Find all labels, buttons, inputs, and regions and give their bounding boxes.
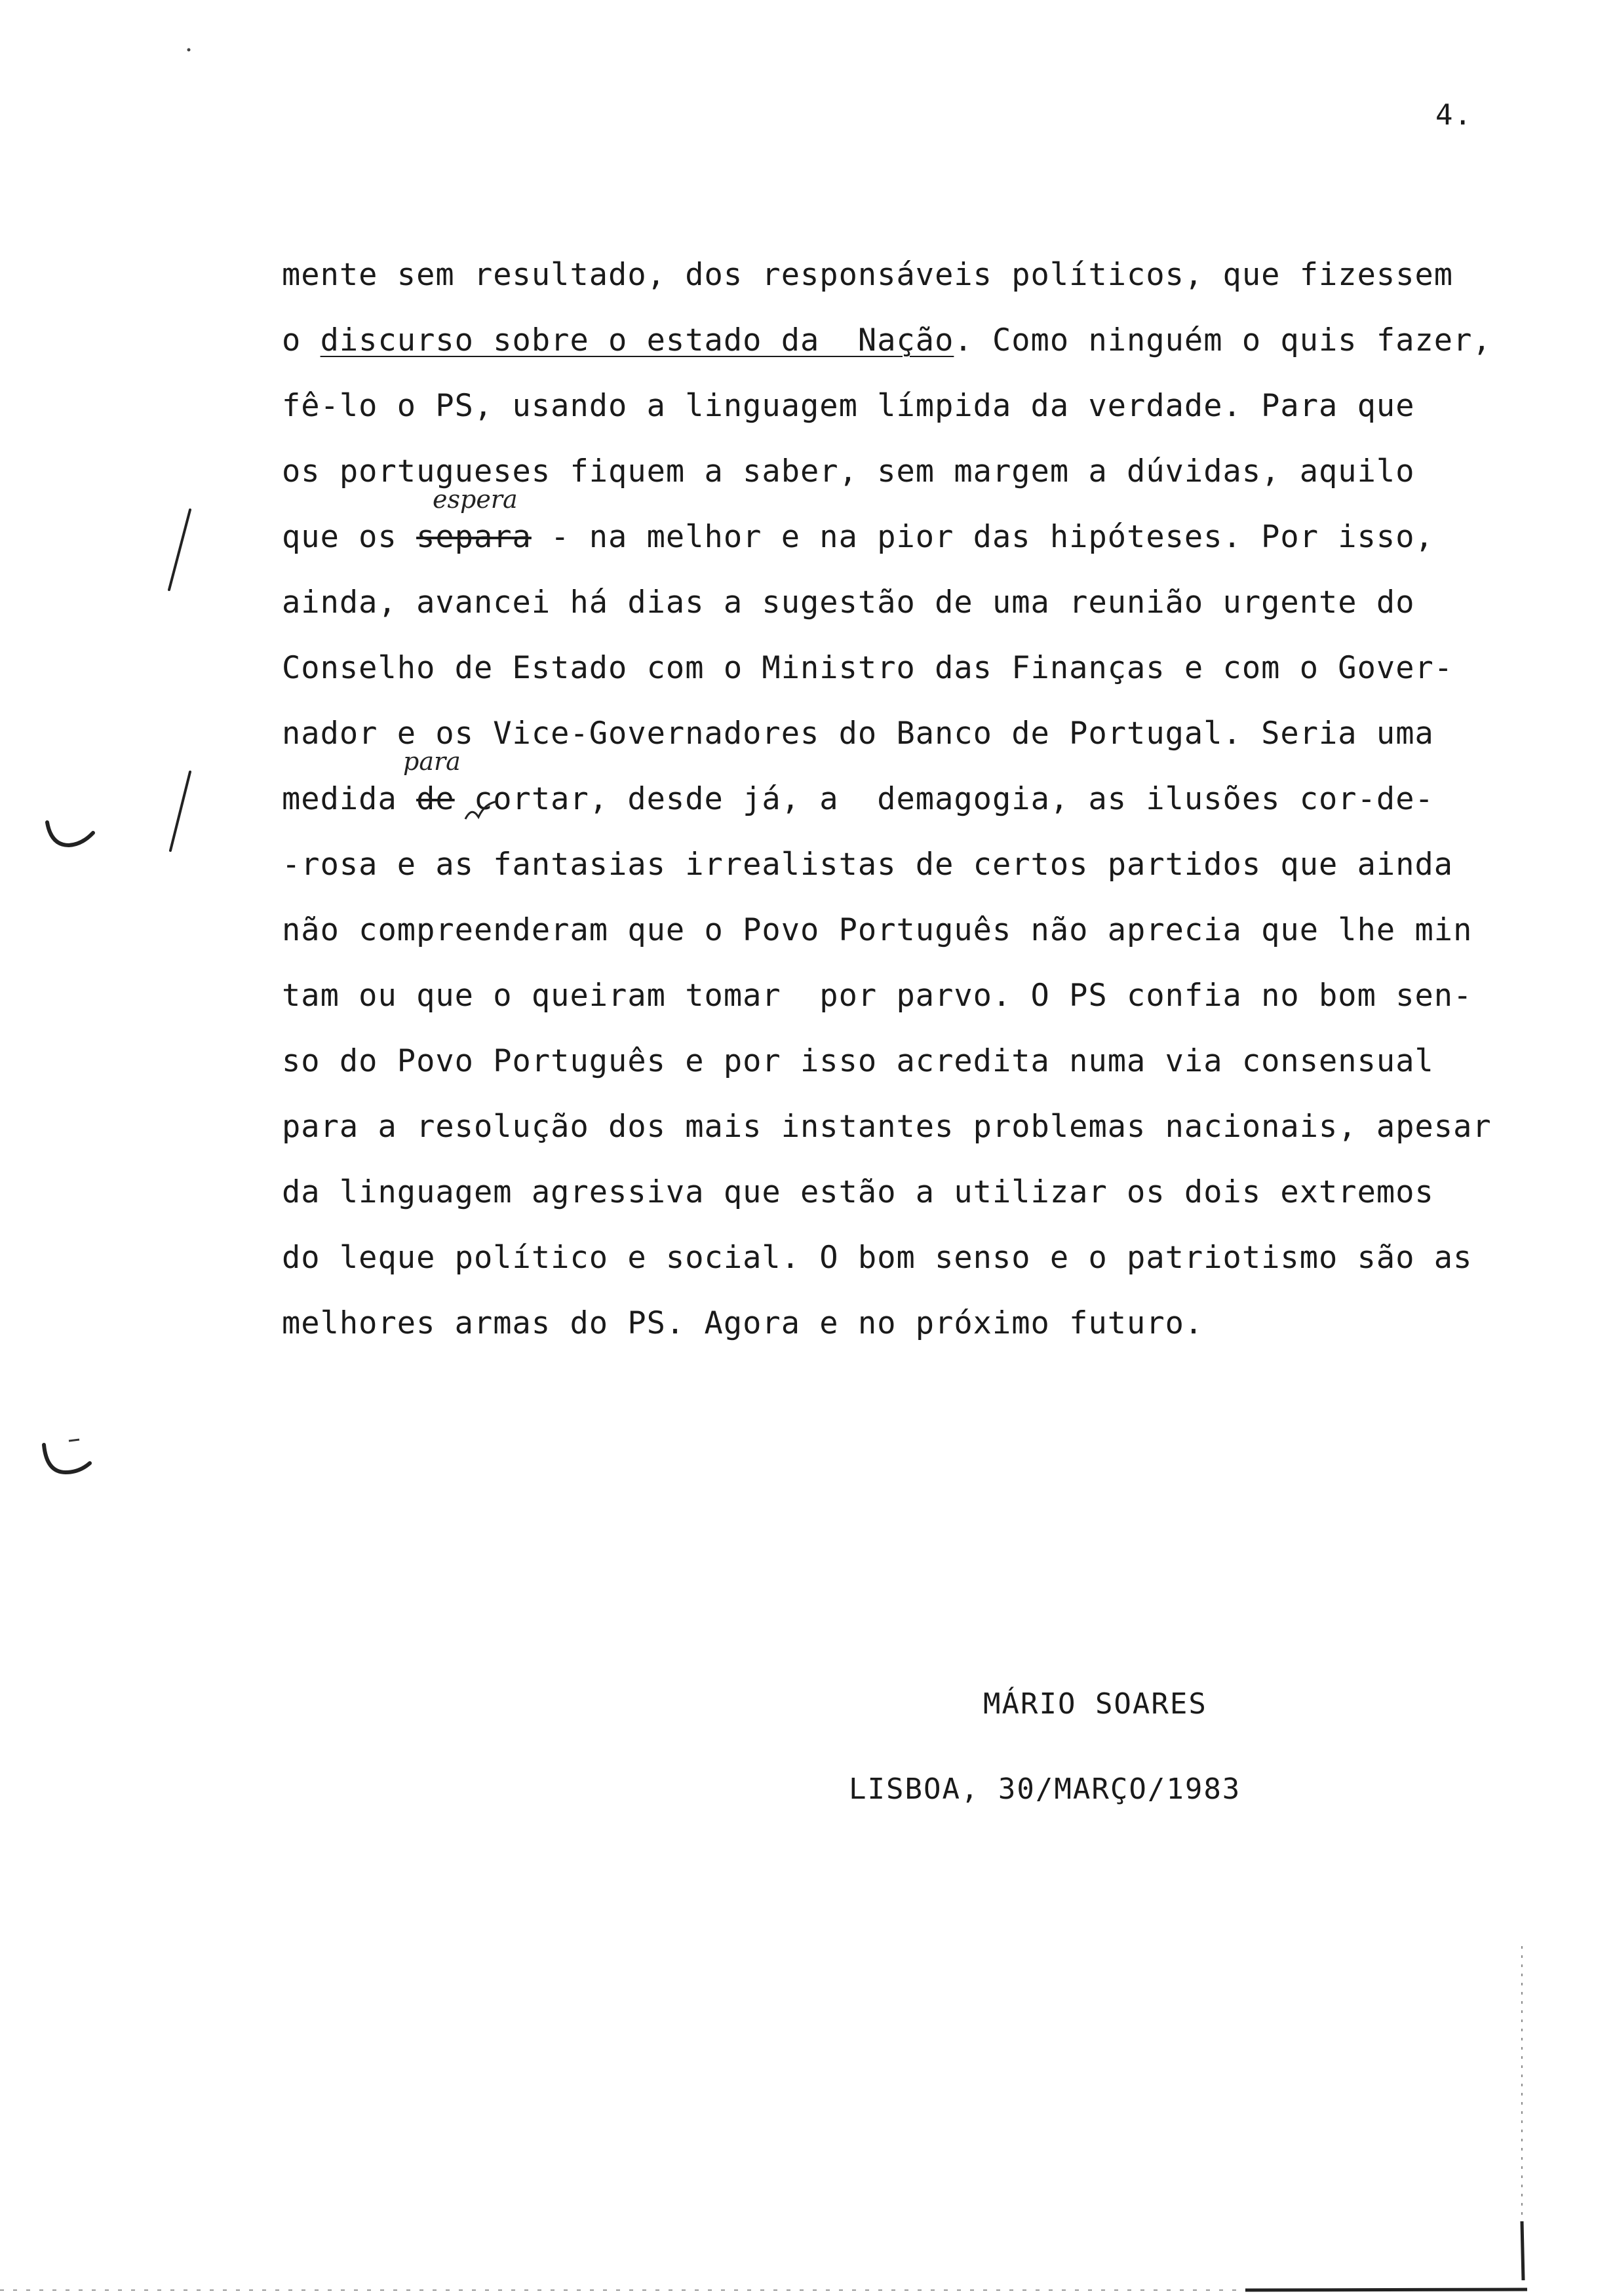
text-line: não compreenderam que o Povo Português não aprecia que lhe min	[282, 912, 1473, 948]
scan-bottom-edge	[0, 2284, 1615, 2296]
line-after: cortar, desde já, a demagogia, as ilusões cor-de-	[454, 781, 1434, 817]
handwritten-insertion: espera	[433, 485, 518, 514]
margin-slash-mark	[157, 767, 197, 858]
text-line: so do Povo Português e por isso acredita numa via consensual	[282, 1043, 1434, 1079]
text-line: para a resolução dos mais instantes problemas nacionais, apesar	[282, 1109, 1492, 1145]
margin-tick-mark	[36, 1438, 95, 1484]
scan-edge-line	[1494, 1933, 1534, 2287]
underlined-phrase: discurso sobre o estado da Nação	[320, 322, 954, 358]
text-line: da linguagem agressiva que estão a utilizar os dois extremos	[282, 1174, 1434, 1210]
text-line: Conselho de Estado com o Ministro das Finanças e com o Gover-	[282, 650, 1454, 686]
text-line	[282, 321, 1492, 360]
place-date: LISBOA, 30/MARÇO/1983	[849, 1772, 1241, 1806]
text-line	[282, 780, 1434, 819]
text-line: os portugueses fiquem a saber, sem margem a dúvidas, aquilo	[282, 453, 1415, 489]
text-line: -rosa e as fantasias irrealistas de certos partidos que ainda	[282, 847, 1454, 883]
line-before: que os	[282, 519, 417, 555]
text-line: tam ou que o queiram tomar por parvo. O PS confia no bom sen-	[282, 978, 1473, 1014]
struck-word: de	[416, 781, 455, 817]
margin-slash-mark	[157, 505, 197, 596]
line-after: - na melhor e na pior das hipóteses. Por isso,	[531, 519, 1434, 555]
text-line: do leque político e social. O bom senso e o patriotismo são as	[282, 1240, 1473, 1276]
text-line	[282, 518, 1434, 557]
text-line: fê-lo o PS, usando a linguagem límpida da verdade. Para que	[282, 388, 1415, 424]
text-line: nador e os Vice-Governadores do Banco de Portugal. Seria uma	[282, 716, 1434, 752]
struck-word: separa	[416, 519, 532, 555]
text-line: ainda, avancei há dias a sugestão de uma reunião urgente do	[282, 584, 1415, 621]
line-before: medida	[282, 781, 417, 817]
margin-tick-mark	[39, 816, 98, 855]
page-number: 4.	[1435, 98, 1473, 132]
text-line: melhores armas do PS. Agora e no próximo futuro.	[282, 1305, 1204, 1341]
line-after: . Como ninguém o quis fazer,	[954, 322, 1492, 358]
insertion-caret-mark	[462, 796, 501, 822]
handwritten-insertion: para	[403, 747, 461, 776]
signature-name: MÁRIO SOARES	[983, 1687, 1207, 1721]
text-line: mente sem resultado, dos responsáveis políticos, que fizessem	[282, 257, 1454, 293]
line-before: o	[282, 322, 321, 358]
scan-speck	[184, 39, 197, 59]
